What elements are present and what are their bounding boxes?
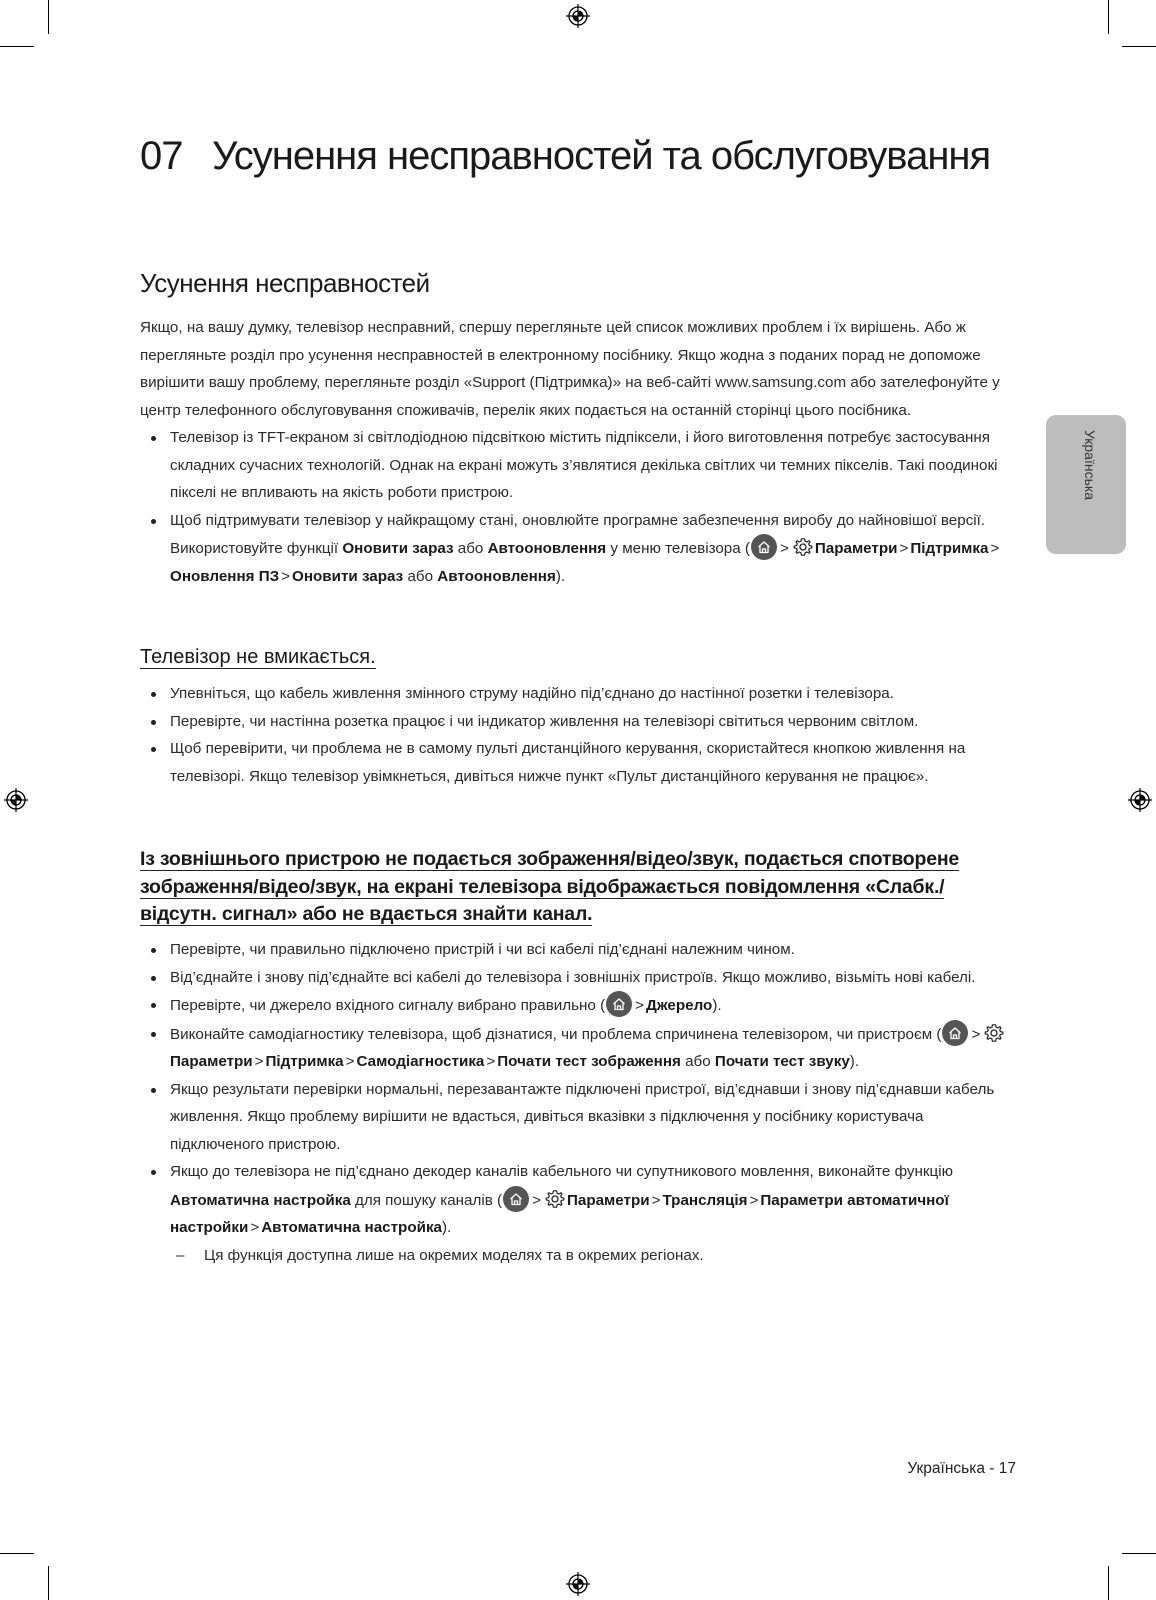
menu-item: Самодіагностика	[356, 1053, 485, 1070]
menu-item: Джерело	[646, 997, 713, 1014]
menu-item: Параметри	[170, 1053, 253, 1070]
registration-mark-icon	[566, 1572, 590, 1596]
page-number: Українська - 17	[907, 1460, 1016, 1477]
intro-block	[140, 314, 1020, 590]
section-title: Усунення несправностей	[140, 268, 430, 298]
registration-mark-icon	[566, 4, 590, 28]
registration-mark-icon	[4, 788, 28, 812]
list-item: Перевірте, чи джерело вхідного сигналу вибрано правильно ( > Джерело).	[140, 991, 1020, 1020]
subsection-heading: Телевізор не вмикається.	[140, 646, 376, 668]
menu-item: Підтримка	[265, 1053, 344, 1070]
chevron-right-icon: >	[971, 1025, 981, 1043]
list-item: Телевізор із TFT-екраном зі світлодіодною підсвіткою містить підпіксели, і його виготовлення потребує застосування складних сучасних технологій. Однак на екрані можуть з’являтися декілька світлих чи темних пікселів. Такі поодинокі пікселі не впливають на якість роботи пристрою.	[140, 424, 1020, 507]
menu-item: Трансляція	[662, 1191, 748, 1209]
no-signal-list	[140, 936, 1020, 1242]
menu-item: Параметри	[814, 540, 898, 557]
gear-icon	[793, 537, 813, 557]
list-item: Перевірте, чи правильно підключено пристрій і чи всі кабелі під’єднані належним чином.	[140, 936, 1020, 964]
menu-item: Автоматична настройка	[170, 1191, 351, 1209]
list-item: Щоб підтримувати телевізор у найкращому стані, оновлюйте програмне забезпечення виробу до найновішої версії. Використовуйте функції Оновити зараз або Автооновлення у меню телевізора ( > Параметри > Підтримка >Оновлення ПЗ > Оновити зараз або Автооновлення).	[140, 507, 1020, 591]
note-item: – Ця функція доступна лише на окремих моделях та в окремих регіонах.	[140, 1242, 1020, 1270]
chevron-right-icon: >	[990, 540, 1000, 557]
tv-not-on-block	[140, 680, 1020, 790]
crop-mark	[48, 1566, 49, 1600]
intro-list	[140, 424, 1020, 590]
menu-item: Оновити зараз	[292, 567, 404, 585]
chapter-number: 07	[140, 134, 183, 178]
list-item: Від’єднайте і знову під’єднайте всі кабелі до телевізора і зовнішніх пристроїв. Якщо можливо, візьміть нові кабелі.	[140, 964, 1020, 992]
crop-mark	[1122, 1553, 1156, 1554]
chevron-right-icon: >	[281, 567, 291, 585]
menu-item: Автооновлення	[437, 567, 556, 585]
gear-icon	[984, 1023, 1004, 1043]
menu-item: Підтримка	[910, 540, 989, 557]
language-side-tab-label: Українська	[1082, 430, 1098, 501]
home-icon	[942, 1020, 968, 1046]
menu-item: Почати тест звуку	[714, 1053, 850, 1070]
home-icon	[751, 534, 777, 560]
menu-item: Почати тест зображення	[497, 1053, 681, 1070]
menu-item: Параметри автоматичної настройки	[170, 1191, 949, 1236]
menu-item: Автоматична настройка	[261, 1219, 442, 1236]
chevron-right-icon: >	[899, 540, 909, 557]
chapter-title: Усунення несправностей та обслуговування	[212, 134, 991, 178]
chevron-right-icon: >	[749, 1191, 759, 1209]
chevron-right-icon: >	[345, 1053, 355, 1070]
list-item: Якщо до телевізора не під’єднано декодер каналів кабельного чи супутникового мовлення, виконайте функцію Автоматична настройка для пошуку каналів ( > Параметри > Трансляція > Параметри автоматичної настройки > Автоматична настройка).	[140, 1158, 1020, 1242]
chevron-right-icon: >	[532, 1191, 541, 1209]
list-item: Щоб перевірити, чи проблема не в самому пульті дистанційного керування, скористайтеся кнопкою живлення на телевізорі. Якщо телевізор увімкнеться, дивіться нижче пункт «Пульт дистанційного керування не працює».	[140, 735, 1020, 790]
chevron-right-icon: >	[250, 1219, 260, 1236]
list-item: Виконайте самодіагностику телевізора, щоб дізнатися, чи проблема спричинена телевізором, чи пристроєм ( > Параметри > Підтримка > Самодіагностика > Почати тест зображення або Почати тест звуку).	[140, 1020, 1020, 1076]
home-icon	[606, 991, 632, 1017]
list-item: Якщо результати перевірки нормальні, перезавантажте підключені пристрої, від’єднавши і знову під’єднавши кабель живлення. Якщо проблему вирішити не вдасться, дивіться вказівки з підключення у посібнику користувача підключеного пристрою.	[140, 1076, 1020, 1159]
chevron-right-icon: >	[779, 540, 789, 557]
no-signal-block	[140, 936, 1020, 1269]
intro-paragraph: Якщо, на вашу думку, телевізор несправний, спершу перегляньте цей список можливих проблем і їх вирішень. Або ж перегляньте розділ про усунення несправностей в електронному посібнику. Якщо жодна з поданих порад не допоможе вирішити вашу проблему, перегляньте розділ «Support (Підтримка)» на веб-сайті www.samsung.com або зателефонуйте у центр телефонного обслуговування споживачів, перелік яких подається на останній сторінці цього посібника.	[140, 319, 1000, 419]
chevron-right-icon: >	[635, 997, 645, 1014]
crop-mark	[1108, 0, 1109, 34]
list-item: Упевніться, що кабель живлення змінного струму надійно під’єднано до настінної розетки і телевізора.	[140, 680, 1020, 708]
crop-mark	[0, 1553, 34, 1554]
menu-item: Оновити зараз	[342, 540, 454, 557]
gear-icon	[545, 1189, 565, 1209]
chevron-right-icon: >	[486, 1053, 496, 1070]
registration-mark-icon	[1128, 788, 1152, 812]
list-item: Перевірте, чи настінна розетка працює і чи індикатор живлення на телевізорі світиться червоним світлом.	[140, 708, 1020, 736]
crop-mark	[1122, 46, 1156, 47]
menu-item: Параметри	[566, 1191, 650, 1209]
home-icon	[503, 1186, 529, 1212]
crop-mark	[0, 46, 34, 47]
tv-not-on-list	[140, 680, 1020, 790]
menu-item: Автооновлення	[487, 540, 607, 557]
crop-mark	[1108, 1566, 1109, 1600]
crop-mark	[48, 0, 49, 34]
chevron-right-icon: >	[254, 1053, 264, 1070]
menu-item: Оновлення ПЗ	[170, 567, 280, 585]
chevron-right-icon: >	[651, 1191, 661, 1209]
subsection-heading: Із зовнішнього пристрою не подається зображення/відео/звук, подається спотворене зображення/відео/звук, на екрані телевізора відображається повідомлення «Слабк./відсутн. сигнал» або не вдається знайти канал.	[140, 848, 960, 926]
